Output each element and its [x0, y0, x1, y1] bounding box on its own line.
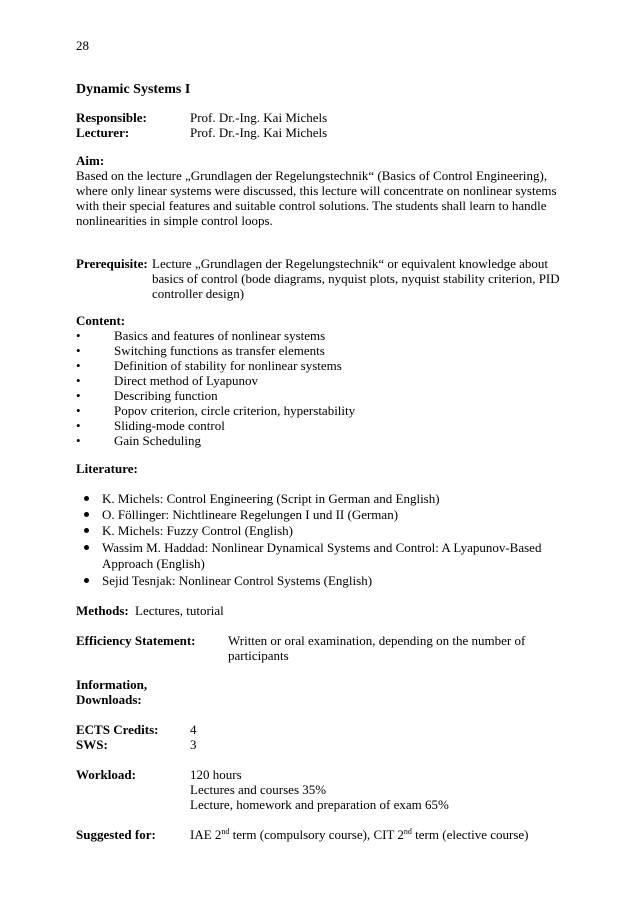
workload-line: 120 hours: [190, 767, 242, 782]
efficiency-line: Written or oral examination, depending on the number of: [228, 633, 526, 648]
literature-item-continuation: Approach (English): [102, 556, 205, 571]
suggested-text: IAE 2: [190, 827, 222, 842]
downloads-label: Downloads:: [76, 692, 142, 707]
prerequisite-line: controller design): [152, 286, 245, 301]
information-label: Information,: [76, 677, 148, 692]
bullet: •: [76, 433, 81, 448]
suggested-text: term (elective course): [411, 827, 529, 842]
bullet: •: [76, 403, 81, 418]
suggested-text: term (compulsory course), CIT 2: [229, 827, 404, 842]
lecturer-value: Prof. Dr.-Ing. Kai Michels: [190, 125, 328, 140]
ects-value: 4: [190, 722, 197, 737]
responsible-value: Prof. Dr.-Ing. Kai Michels: [190, 110, 328, 125]
literature-item: K. Michels: Fuzzy Control (English): [102, 523, 294, 538]
bullet: •: [76, 388, 81, 403]
suggested-sup: nd: [403, 827, 412, 836]
workload-line: Lecture, homework and preparation of exam 65%: [190, 797, 449, 812]
sws-label: SWS:: [76, 737, 108, 752]
lecturer-label: Lecturer:: [76, 125, 130, 140]
aim-line: where only linear systems were discussed, this lecture will concentrate on nonlinear systems: [76, 183, 557, 198]
responsible-label: Responsible:: [76, 110, 147, 125]
workload-line: Lectures and courses 35%: [190, 782, 327, 797]
page-number: 28: [76, 38, 89, 53]
content-item: Popov criterion, circle criterion, hyperstability: [114, 403, 356, 418]
content-item: Sliding-mode control: [114, 418, 225, 433]
prerequisite-label: Prerequisite:: [76, 256, 148, 271]
content-item: Direct method of Lyapunov: [114, 373, 259, 388]
prerequisite-line: basics of control (bode diagrams, nyquist plots, nyquist stability criterion, PID: [152, 271, 560, 286]
aim-line: with their special features and suitable control solutions. The students shall learn to handle: [76, 198, 547, 213]
bullet-dot: [84, 496, 89, 501]
literature-label: Literature:: [76, 461, 138, 476]
suggested-value: [190, 827, 529, 842]
suggested-label: Suggested for:: [76, 827, 156, 842]
bullet-dot: [84, 578, 89, 583]
bullet: •: [76, 418, 81, 433]
bullet: •: [76, 373, 81, 388]
literature-item: Wassim M. Haddad: Nonlinear Dynamical Systems and Control: A Lyapunov-Based: [102, 540, 542, 555]
suggested-sup: nd: [221, 827, 230, 836]
aim-label: Aim:: [76, 153, 105, 168]
efficiency-line: participants: [228, 648, 289, 663]
content-item: Gain Scheduling: [114, 433, 202, 448]
ects-label: ECTS Credits:: [76, 722, 159, 737]
methods-label: Methods:: [76, 603, 129, 618]
literature-item: Sejid Tesnjak: Nonlinear Control Systems (English): [102, 573, 373, 588]
bullet: •: [76, 328, 81, 343]
content-label: Content:: [76, 313, 126, 328]
content-item: Describing function: [114, 388, 218, 403]
methods-value: Lectures, tutorial: [135, 603, 224, 618]
bullet: •: [76, 358, 81, 373]
literature-item: O. Föllinger: Nichtlineare Regelungen I und II (German): [102, 507, 399, 522]
content-item: Switching functions as transfer elements: [114, 343, 325, 358]
prerequisite-line: Lecture „Grundlagen der Regelungstechnik“ or equivalent knowledge about: [152, 256, 548, 271]
page-title: Dynamic Systems I: [76, 82, 191, 97]
aim-line: Based on the lecture „Grundlagen der Regelungstechnik“ (Basics of Control Engineering),: [76, 168, 548, 183]
bullet-dot: [84, 545, 89, 550]
content-item: Basics and features of nonlinear systems: [114, 328, 326, 343]
sws-value: 3: [190, 737, 197, 752]
literature-item: K. Michels: Control Engineering (Script in German and English): [102, 491, 440, 506]
workload-label: Workload:: [76, 767, 136, 782]
aim-line: nonlinearities in simple control loops.: [76, 213, 273, 228]
bullet: •: [76, 343, 81, 358]
content-item: Definition of stability for nonlinear systems: [114, 358, 342, 373]
bullet-dot: [84, 528, 89, 533]
bullet-dot: [84, 512, 89, 517]
efficiency-label: Efficiency Statement:: [76, 633, 196, 648]
